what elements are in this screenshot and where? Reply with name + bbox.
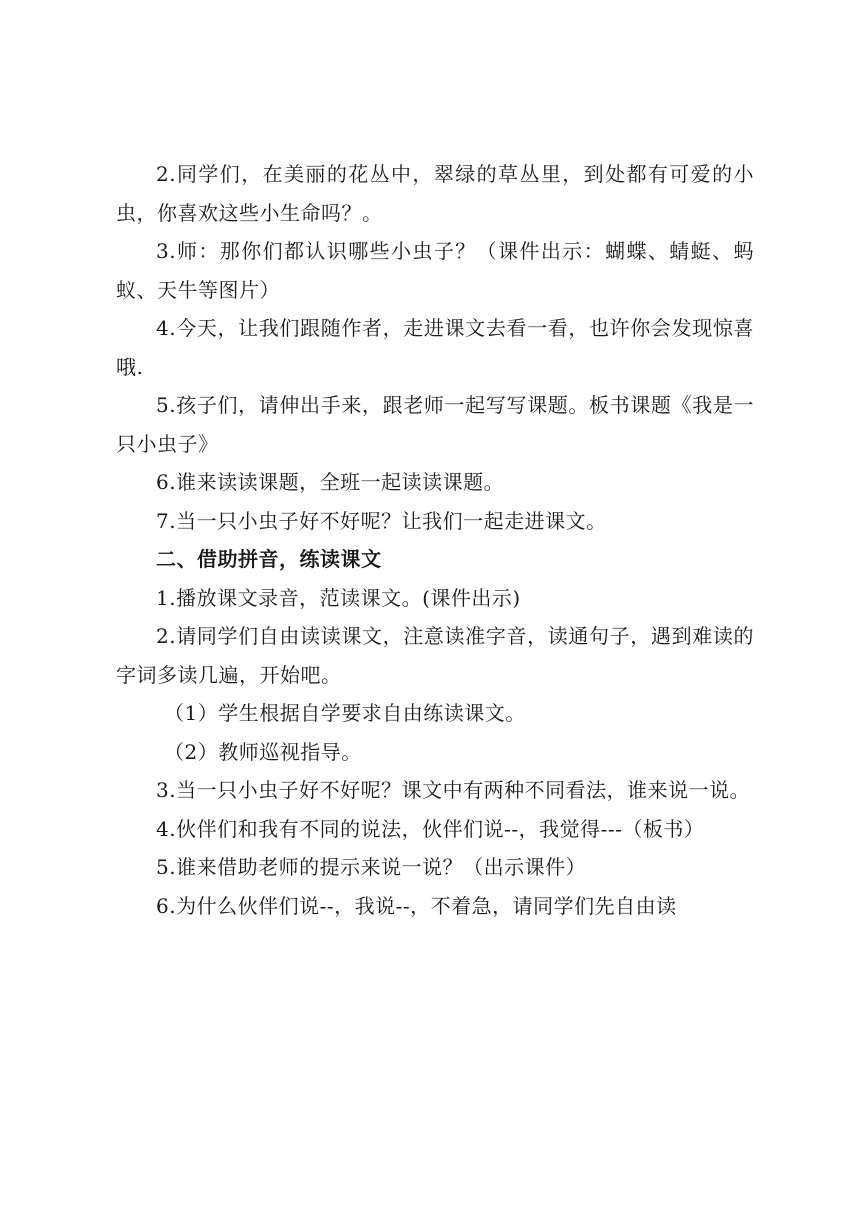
- section-paragraph-2: 2.请同学们自由读读课文，注意读准字音，读通句子，遇到难读的字词多读几遍，开始吧。: [116, 624, 754, 687]
- section-paragraph-6: 6.为什么伙伴们说--，我说--，不着急，请同学们先自由读: [156, 893, 677, 918]
- section-heading: 二、借助拼音，练读课文: [156, 547, 382, 571]
- paragraph-7: 7.当一只小虫子好不好呢？让我们一起走进课文。: [156, 508, 607, 533]
- section-paragraph-3: 3.当一只小虫子好不好呢？课文中有两种不同看法，谁来说一说。: [156, 778, 751, 802]
- sub-item-2: （2）教师巡视指导。: [164, 739, 362, 764]
- document-page: [116, 155, 754, 925]
- sub-item-1: （1）学生根据自学要求自由练读课文。: [164, 701, 526, 725]
- paragraph-4: 4.今天，让我们跟随作者，走进课文去看一看，也许你会发现惊喜哦.: [116, 316, 754, 379]
- section-paragraph-5: 5.谁来借助老师的提示来说一说？（出示课件）: [156, 855, 587, 879]
- paragraph-6: 6.谁来读读课题，全班一起读读课题。: [156, 470, 505, 494]
- paragraph-5: 5.孩子们，请伸出手来，跟老师一起写写课题。板书课题《我是一只小虫子》: [116, 393, 754, 456]
- paragraph-3: 3.师：那你们都认识哪些小虫子？（课件出示：蝴蝶、蜻蜓、蚂蚁、天牛等图片）: [116, 239, 754, 302]
- section-paragraph-1: 1.播放课文录音，范读课文。(课件出示): [156, 585, 521, 610]
- section-paragraph-4: 4.伙伴们和我有不同的说法，伙伴们说--，我觉得---（板书）: [156, 816, 705, 841]
- paragraph-2: 2.同学们，在美丽的花丛中，翠绿的草丛里，到处都有可爱的小虫，你喜欢这些小生命吗？。: [116, 162, 754, 225]
